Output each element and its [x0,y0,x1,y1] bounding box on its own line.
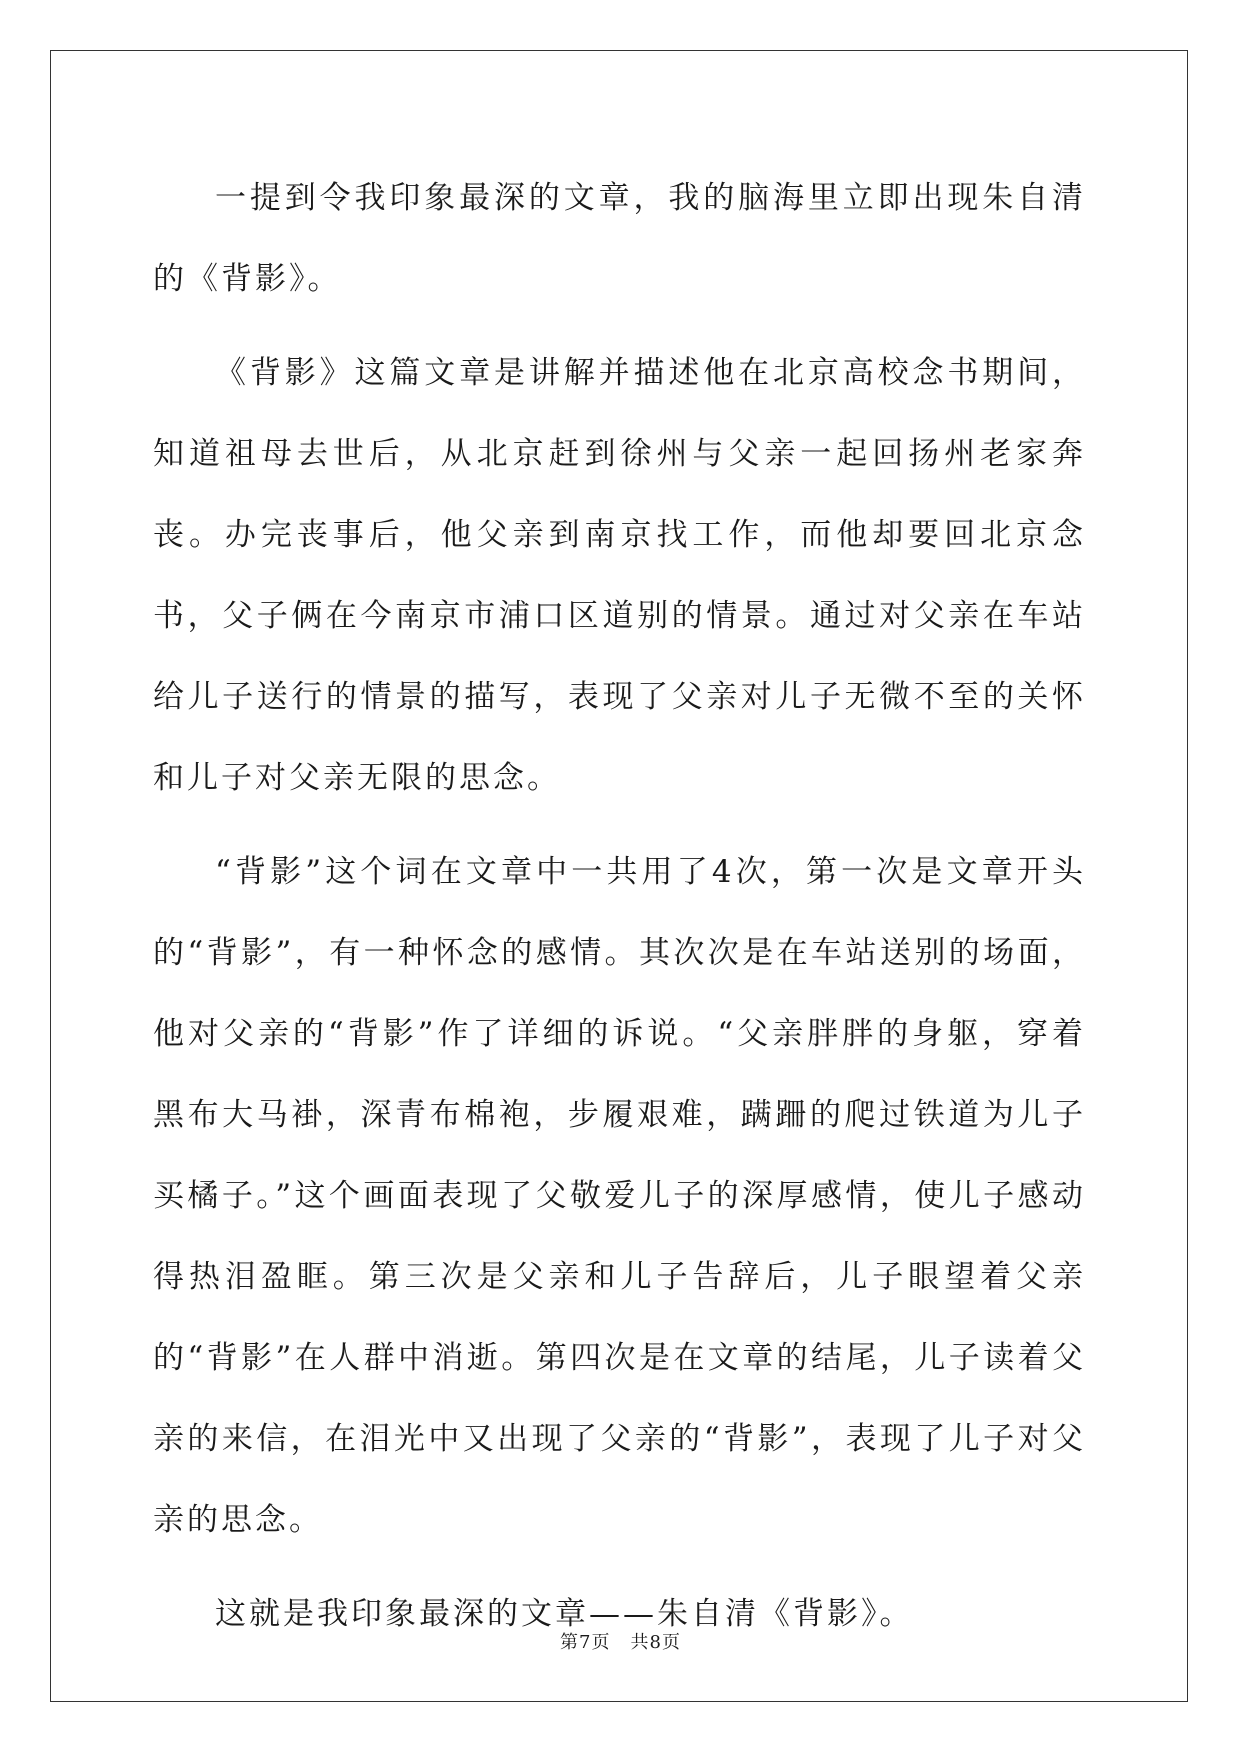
total-page-count: 共8页 [630,1632,681,1653]
document-body [153,158,1086,1668]
page-footer [0,1628,1241,1654]
paragraph-conclusion: 这就是我印象最深的文章——朱自清《背影》。 [215,1596,914,1632]
paragraph-analysis: “背影”这个词在文章中一共用了4次，第一次是文章开头的“背影”，有一种怀念的感情。其次次是在车站送别的场面，他对父亲的“背影”作了详细的诉说。“父亲胖胖的身躯，穿着黑布大马褂，深青布棉袍，步履艰难，蹒跚的爬过铁道为儿子买橘子。”这个画面表现了父敬爱儿子的深厚感情，使儿子感动得热泪盈眶。第三次是父亲和儿子告辞后，儿子眼望着父亲的“背影”在人群中消逝。第四次是在文章的结尾，儿子读着父亲的来信，在泪光中又出现了父亲的“背影”，表现了儿子对父亲的思念。 [153,854,1086,1538]
current-page-number: 第7页 [560,1632,611,1653]
paragraph-summary: 《背影》这篇文章是讲解并描述他在北京高校念书期间，知道祖母去世后，从北京赶到徐州与父亲一起回扬州老家奔丧。办完丧事后，他父亲到南京找工作，而他却要回北京念书，父子俩在今南京市浦口区道别的情景。通过对父亲在车站给儿子送行的情景的描写，表现了父亲对儿子无微不至的关怀和儿子对父亲无限的思念。 [153,355,1086,796]
paragraph-intro: 一提到令我印象最深的文章，我的脑海里立即出现朱自清的《背影》。 [153,180,1086,297]
